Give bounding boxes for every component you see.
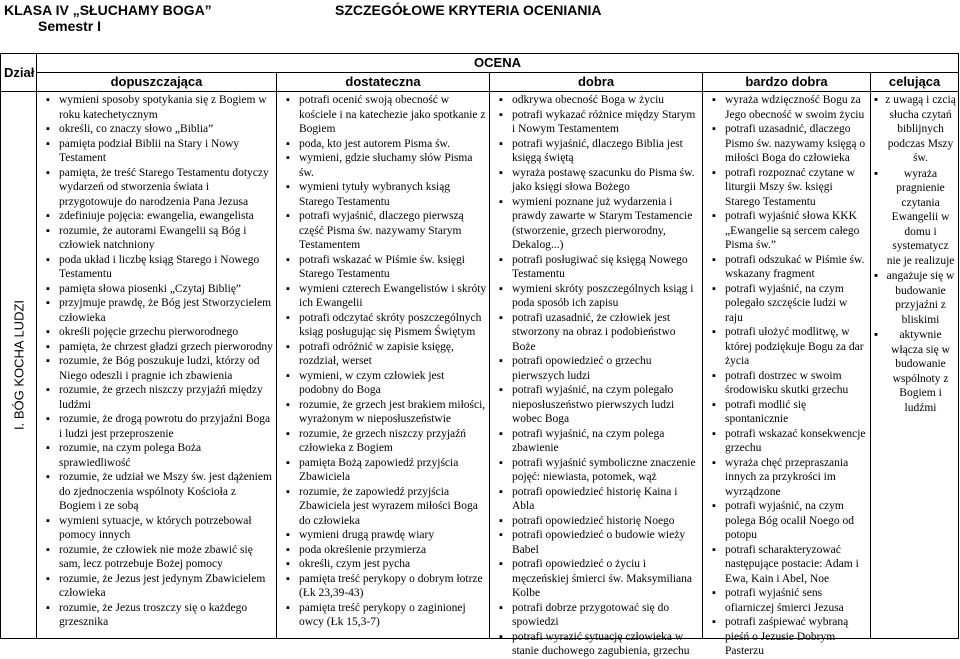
criterion-item: ▪ wymieni poznane już wydarzenia i prawdy zawarte w Starym Testamencie (stworzenie, grzech pierworodny, Dekalog...) <box>490 195 700 253</box>
criterion-item: ▪ potrafi ocenić swoją obecność w kościele i na katechezie jako spotkanie z Bogiem <box>277 93 487 137</box>
criterion-item: ▪ potrafi uzasadnić, dlaczego Pismo św. nazywamy księgą o miłości Boga do człowieka <box>703 122 868 166</box>
criterion-item: ▪ potrafi wyjaśnić, na czym polega Bóg ocalił Noego od potopu <box>703 499 868 543</box>
criterion-item: ▪ rozumie, że grzech niszczy przyjaźń człowieka z Bogiem <box>277 427 487 456</box>
criterion-item: ▪ wymieni drugą prawdę wiary <box>277 528 487 543</box>
criterion-item: ▪ potrafi wyjaśnić, na czym polega zbawienie <box>490 427 700 456</box>
grade-header-celujaca: celująca <box>871 73 959 92</box>
criterion-item: ▪ potrafi wyjaśnić symboliczne znaczenie pojęć: niewiasta, potomek, wąż <box>490 456 700 485</box>
criterion-text: aktywnie włącza się w budowanie wspólnoty z Bogiem i ludźmi <box>891 329 950 414</box>
criterion-item: ▪ rozumie, że Jezus jest jedynym Zbawicielem człowieka <box>37 572 274 601</box>
criterion-item: ▪ potrafi uzasadnić, że człowiek jest stworzony na obraz i podobieństwo Boże <box>490 311 700 355</box>
criterion-item: ▪ rozumie, na czym polega Boża sprawiedliwość <box>37 441 274 470</box>
criterion-item: ▪ potrafi wskazać konsekwencje grzechu <box>703 427 868 456</box>
criterion-item: ▪ rozumie, że Bóg poszukuje ludzi, którzy od Niego odeszli i pragnie ich zbawienia <box>37 354 274 383</box>
criterion-item: ▪ potrafi modlić się spontanicznie <box>703 398 868 427</box>
criterion-item: ▪ wyraża postawę szacunku do Pisma św. jako księgi słowa Bożego <box>490 166 700 195</box>
criterion-item <box>871 268 958 327</box>
criterion-item: ▪ rozumie, że grzech niszczy przyjaźń między ludźmi <box>37 383 274 412</box>
grade-header-dobra: dobra <box>490 73 703 92</box>
criterion-item: ▪ poda układ i liczbę ksiąg Starego i Nowego Testamentu <box>37 253 274 282</box>
criterion-item: ▪ potrafi wskazać w Piśmie św. księgi Starego Testamentu <box>277 253 487 282</box>
criterion-item: ▪ pamięta słowa piosenki „Czytaj Biblię” <box>37 282 274 297</box>
page-header <box>4 2 212 34</box>
criterion-item: ▪ wymieni sposoby spotykania się z Bogiem w roku katechetycznym <box>37 93 274 122</box>
criterion-item: ▪ zdefiniuje pojęcia: ewangelia, ewangelista <box>37 209 274 224</box>
criterion-item: ▪ potrafi zaśpiewać wybraną pieśń o Jezusie Dobrym Pasterzu <box>703 615 868 659</box>
bullet-icon: ▪ <box>874 270 879 282</box>
criterion-item: ▪ przyjmuje prawdę, że Bóg jest Stworzycielem człowieka <box>37 296 274 325</box>
grade-header-dostateczna: dostateczna <box>277 73 490 92</box>
bullet-icon: ▪ <box>874 329 879 341</box>
col-dopuszczajaca <box>37 92 277 639</box>
section-title: I. BÓG KOCHA LUDZI <box>11 299 26 431</box>
class-title: KLASA IV „SŁUCHAMY BOGA” <box>4 2 212 18</box>
semester-label: Semestr I <box>38 18 102 34</box>
criterion-item: ▪ pamięta treść perykopy o dobrym łotrze (Łk 23,39-43) <box>277 572 487 601</box>
criterion-item: ▪ pamięta, że treść Starego Testamentu dotyczy wydarzeń od stworzenia świata i przygotowuje do narodzenia Pana Jezusa <box>37 166 274 210</box>
criterion-item: ▪ potrafi dostrzec w swoim środowisku skutki grzechu <box>703 369 868 398</box>
bullet-icon: ▪ <box>874 167 879 180</box>
criterion-item: ▪ wymieni skróty poszczególnych ksiąg i poda sposób ich zapisu <box>490 282 700 311</box>
criterion-item <box>871 166 958 269</box>
criterion-item: ▪ potrafi opowiedzieć historię Noego <box>490 514 700 529</box>
criterion-item: ▪ potrafi odczytać skróty poszczególnych ksiąg posługując się Pismem Świętym <box>277 311 487 340</box>
criterion-text: z uwagą i czcią słucha czytań biblijnych podczas Mszy św. <box>885 94 956 164</box>
criterion-item: ▪ wymieni, w czym człowiek jest podobny do Boga <box>277 369 487 398</box>
criterion-item: ▪ potrafi wyrazić sytuację człowieka w stanie duchowego zagubienia, grzechu <box>490 630 700 659</box>
criterion-item: ▪ określi, czym jest pycha <box>277 557 487 572</box>
criterion-item: ▪ pamięta Bożą zapowiedź przyjścia Zbawiciela <box>277 456 487 485</box>
col-celujaca <box>871 92 959 639</box>
criterion-item: ▪ potrafi wyjaśnić, na czym polegało nieposłuszeństwo pierwszych ludzi wobec Boga <box>490 383 700 427</box>
criterion-item: ▪ potrafi odróżnić w zapisie księgę, rozdział, werset <box>277 340 487 369</box>
criterion-item: ▪ odkrywa obecność Boga w życiu <box>490 93 700 108</box>
criterion-item: ▪ wyraża wdzięczność Bogu za Jego obecność w swoim życiu <box>703 93 868 122</box>
criterion-item: ▪ rozumie, że autorami Ewangelii są Bóg i człowiek natchniony <box>37 224 274 253</box>
criterion-item: ▪ potrafi wyjaśnić, dlaczego pierwszą część Pisma św. nazywamy Starym Testamentem <box>277 209 487 253</box>
document-title: SZCZEGÓŁOWE KRYTERIA OCENIANIA <box>335 2 602 18</box>
criterion-item: ▪ potrafi rozpoznać czytane w liturgii Mszy św. księgi Starego Testamentu <box>703 166 868 210</box>
criterion-item: ▪ potrafi ułożyć modlitwę, w której podziękuje Bogu za dar życia <box>703 325 868 369</box>
bullet-icon: ▪ <box>874 94 879 106</box>
criterion-item: ▪ potrafi opowiedzieć historię Kaina i Abla <box>490 485 700 514</box>
criterion-item: ▪ potrafi wyjaśnić, dlaczego Biblia jest księgą świętą <box>490 137 700 166</box>
col-dostateczna <box>277 92 490 639</box>
criterion-item <box>871 92 958 166</box>
criterion-item: ▪ wymieni, gdzie słuchamy słów Pisma św. <box>277 151 487 180</box>
criterion-text: wyraża pragnienie czytania Ewangelii w domu i systematycz nie je realizuje <box>886 167 955 267</box>
criterion-item: ▪ rozumie, że Jezus troszczy się o każdego grzesznika <box>37 601 274 630</box>
grade-header-dopuszczajaca: dopuszczająca <box>37 73 277 92</box>
criterion-item: ▪ rozumie, że człowiek nie może zbawić się sam, lecz potrzebuje Bożej pomocy <box>37 543 274 572</box>
criterion-item: ▪ potrafi opowiedzieć o życiu i męczeńskiej śmierci św. Maksymiliana Kolbe <box>490 557 700 601</box>
criterion-item: ▪ poda, kto jest autorem Pisma św. <box>277 137 487 152</box>
criterion-item: ▪ rozumie, że udział we Mszy św. jest dążeniem do zjednoczenia wspólnoty Kościoła z Bogiem i ze sobą <box>37 470 274 514</box>
criterion-item <box>871 327 958 415</box>
criterion-item: ▪ wymieni czterech Ewangelistów i skróty ich Ewangelii <box>277 282 487 311</box>
criteria-table <box>0 53 959 657</box>
criterion-text: angażuje się w budowanie przyjaźni z bliskimi <box>886 270 955 326</box>
criterion-item: ▪ wymieni tytuły wybranych ksiąg Starego Testamentu <box>277 180 487 209</box>
criterion-item: ▪ potrafi opowiedzieć o grzechu pierwszych ludzi <box>490 354 700 383</box>
criterion-item: ▪ rozumie, że drogą powrotu do przyjaźni Boga i ludzi jest przeproszenie <box>37 412 274 441</box>
criterion-item: ▪ potrafi wyjaśnić, na czym polegało szczęście ludzi w raju <box>703 282 868 326</box>
criterion-item: ▪ wymieni sytuacje, w których potrzebował pomocy innych <box>37 514 274 543</box>
criterion-item: ▪ potrafi wykazać różnice między Starym i Nowym Testamentem <box>490 108 700 137</box>
grade-header-bardzo-dobra: bardzo dobra <box>703 73 871 92</box>
criterion-item: ▪ potrafi opowiedzieć o budowie wieży Babel <box>490 528 700 557</box>
criterion-item: ▪ potrafi wyjaśnić sens ofiarniczej śmierci Jezusa <box>703 586 868 615</box>
criterion-item: ▪ potrafi posługiwać się księgą Nowego Testamentu <box>490 253 700 282</box>
criterion-item: ▪ rozumie, że grzech jest brakiem miłości, wyrażonym w nieposłuszeństwie <box>277 398 487 427</box>
criterion-item: ▪ potrafi wyjaśnić słowa KKK „Ewangelie są sercem całego Pisma św.” <box>703 209 868 253</box>
dzial-header: Dział <box>1 54 37 92</box>
col-bardzo-dobra <box>703 92 871 657</box>
section-cell <box>1 92 37 639</box>
criterion-item: ▪ potrafi scharakteryzować następujące postacie: Adam i Ewa, Kain i Abel, Noe <box>703 543 868 587</box>
criterion-item: ▪ wyraża chęć przepraszania innych za przykrości im wyrządzone <box>703 456 868 500</box>
criterion-item: ▪ potrafi dobrze przygotować się do spowiedzi <box>490 601 700 630</box>
criterion-item: ▪ pamięta, że chrzest gładzi grzech pierworodny <box>37 340 274 355</box>
ocena-header: OCENA <box>37 54 959 73</box>
criterion-item: ▪ określi, co znaczy słowo „Biblia” <box>37 122 274 137</box>
criterion-item: ▪ potrafi odszukać w Piśmie św. wskazany fragment <box>703 253 868 282</box>
criterion-item: ▪ pamięta treść perykopy o zaginionej owcy (Łk 15,3-7) <box>277 601 487 630</box>
criterion-item: ▪ pamięta podział Biblii na Stary i Nowy Testament <box>37 137 274 166</box>
col-dobra <box>490 92 703 657</box>
criterion-item: ▪ określi pojęcie grzechu pierworodnego <box>37 325 274 340</box>
criterion-item: ▪ rozumie, że zapowiedź przyjścia Zbawiciela jest wyrazem miłości Boga do człowieka <box>277 485 487 529</box>
criterion-item: ▪ poda określenie przymierza <box>277 543 487 558</box>
